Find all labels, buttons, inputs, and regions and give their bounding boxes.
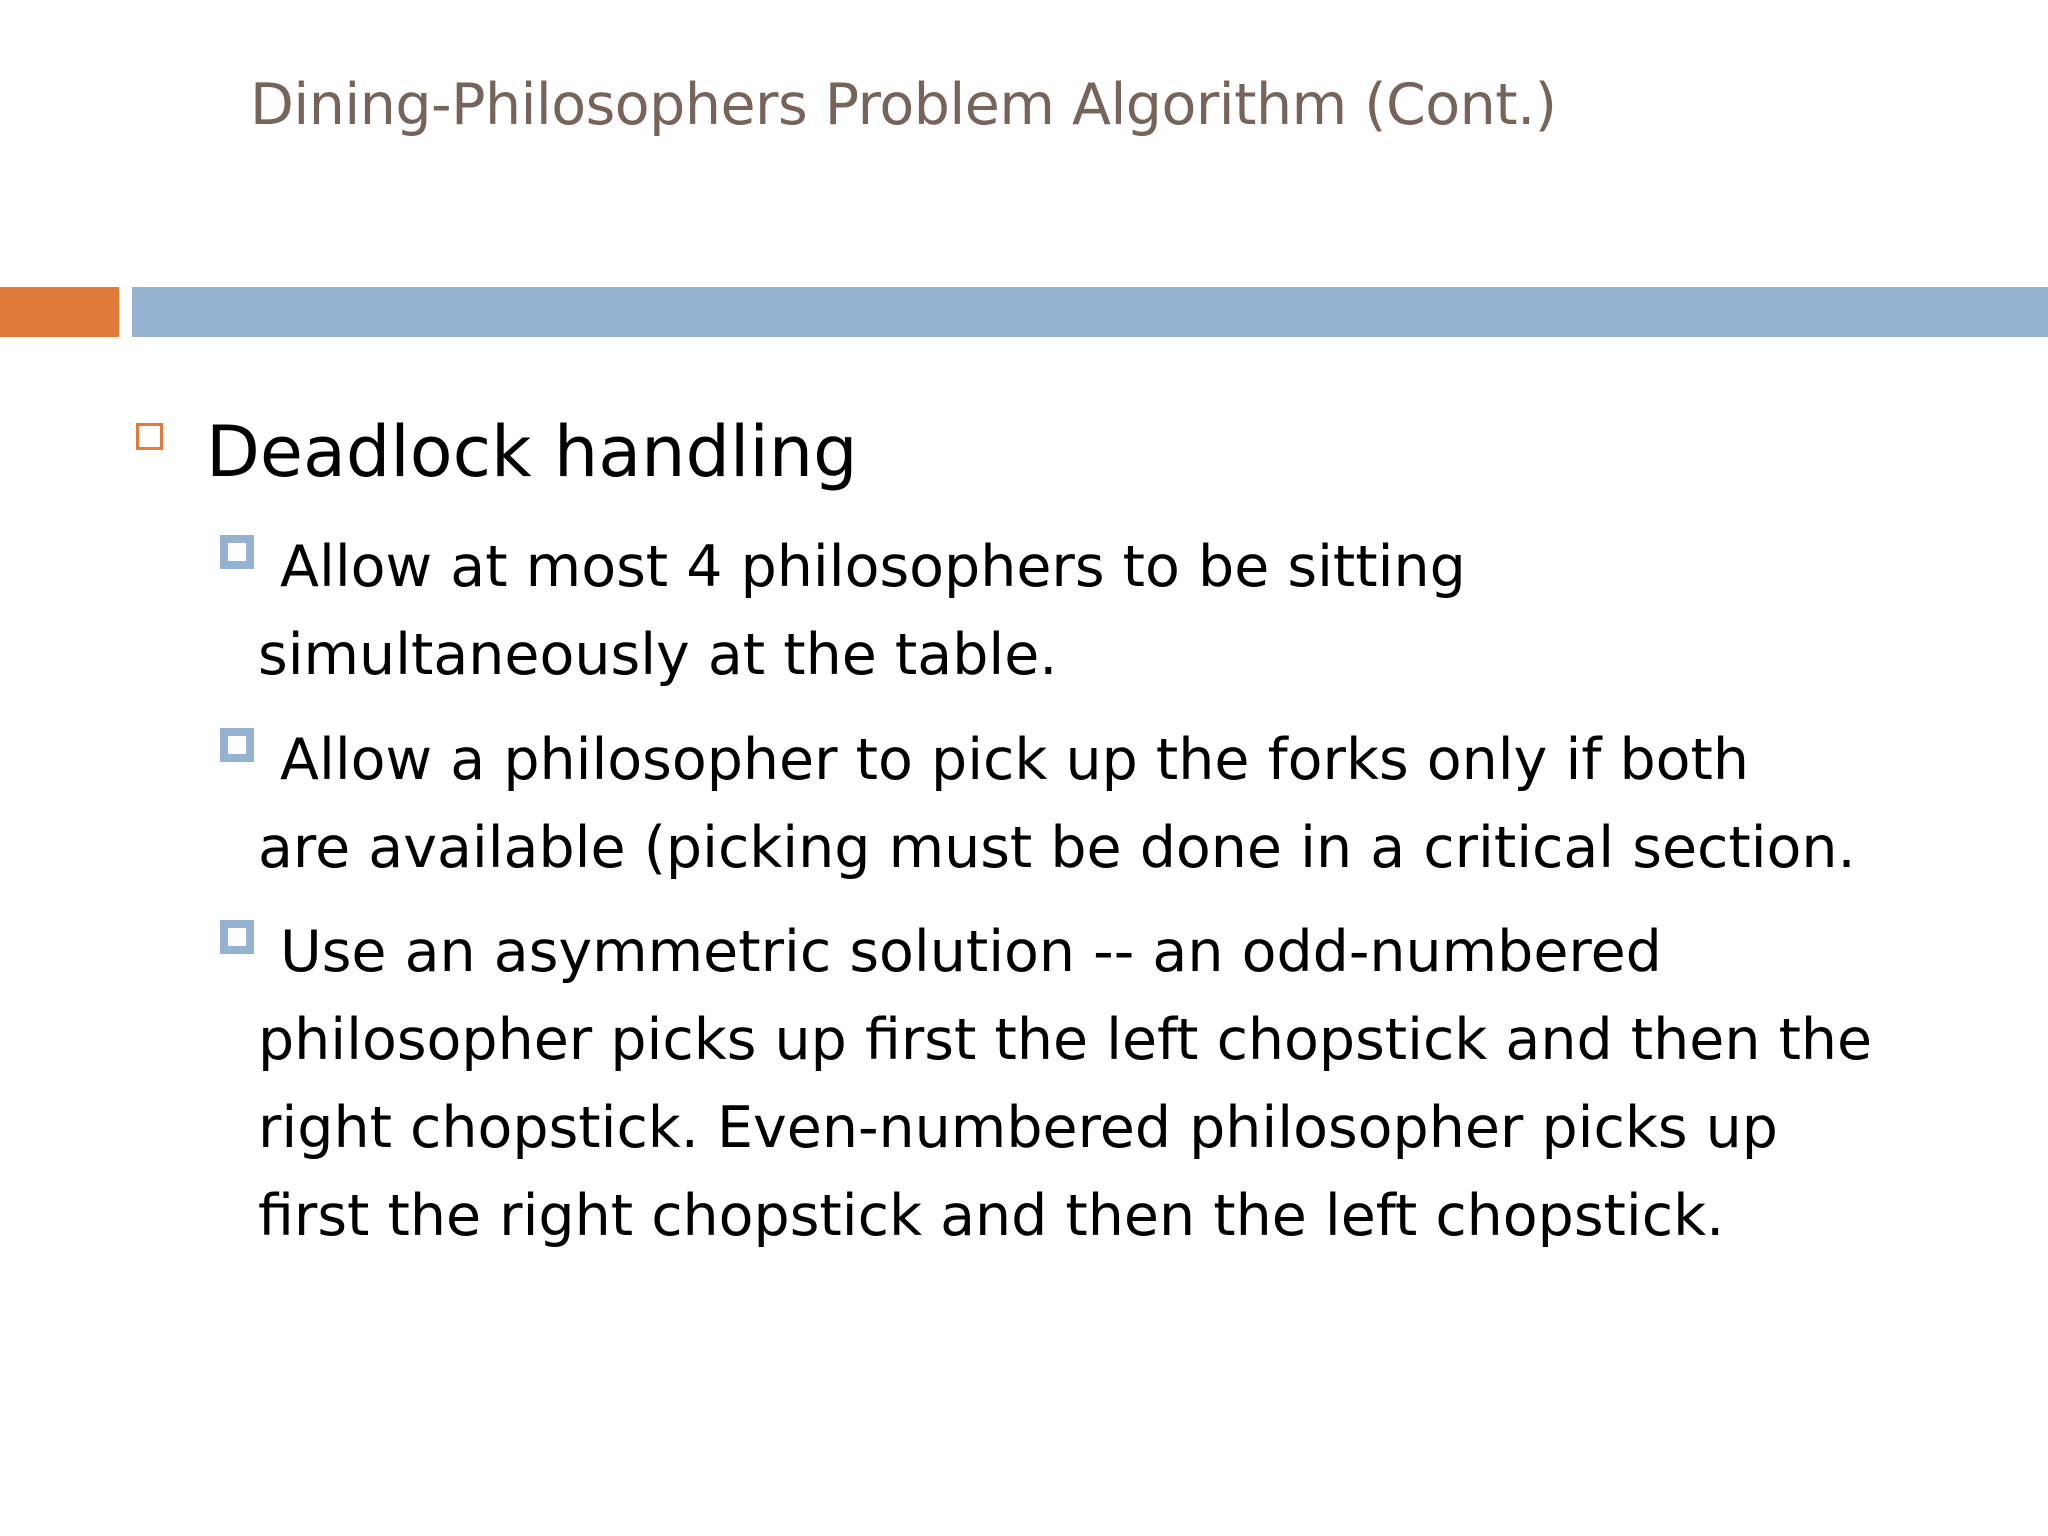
hollow-square-icon [136,423,163,450]
accent-bar-blue [132,287,2048,337]
sub-bullet-text [258,908,1978,1260]
text-line: are available (picking must be done in a critical section. [258,815,1856,881]
accent-bar-orange [0,287,119,337]
framed-square-icon [220,728,254,762]
framed-square-icon [220,920,254,954]
text-line: first the right chopstick and then the left chopstick. [258,1183,1725,1249]
text-line: right chopstick. Even-numbered philosopher picks up [258,1095,1778,1161]
sub-bullet-text [258,716,1978,892]
framed-square-icon [220,535,254,569]
text-line: Allow a philosopher to pick up the forks only if both [280,727,1750,793]
sub-bullet-text [258,523,1978,699]
text-line: Allow at most 4 philosophers to be sitting [280,534,1466,600]
text-line: Use an asymmetric solution -- an odd-numbered [280,919,1662,985]
text-line: simultaneously at the table. [258,622,1058,688]
slide-title: Dining-Philosophers Problem Algorithm (Cont.) [250,72,1557,138]
text-line: philosopher picks up first the left chopstick and then the [258,1007,1873,1073]
bullet-heading: Deadlock handling [206,411,858,493]
